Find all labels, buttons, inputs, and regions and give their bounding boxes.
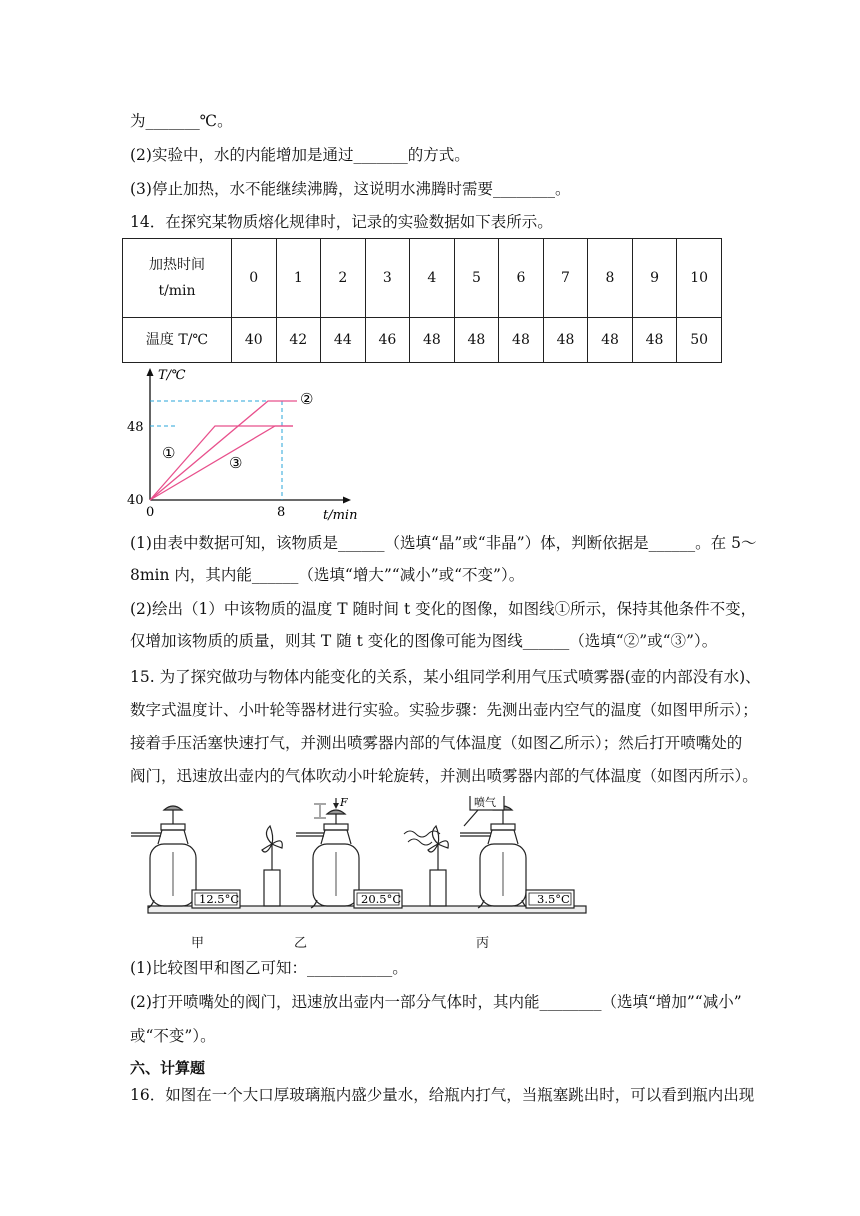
- curve-2-label: ②: [300, 390, 314, 408]
- x-tick-0: 0: [146, 505, 155, 520]
- sprayer-jia: [131, 806, 198, 908]
- text-line: (1)由表中数据可知，该物质是______（选填“晶”或“非晶”）体，判断依据是______。在 5～: [130, 534, 757, 552]
- y-axis-label: T/℃: [158, 368, 186, 383]
- curve-3-line: [150, 426, 293, 500]
- melting-data-table: [122, 238, 722, 363]
- display-text-bing: 3.5°C: [537, 892, 570, 906]
- table-cell: 5: [454, 239, 499, 318]
- table-cell: 8: [588, 239, 633, 318]
- table-cell: 46: [365, 318, 410, 363]
- section-heading: 六、计算题: [130, 1059, 206, 1077]
- question-15: 15. 为了探究做功与物体内能变化的关系，某小组同学利用气压式喷雾器(壶的内部没有水)、: [130, 668, 761, 686]
- pinwheel-2: [428, 826, 448, 906]
- y-tick-48: 48: [127, 420, 144, 435]
- question-16: 16．如图在一个大口厚玻璃瓶内盛少量水，给瓶内打气，当瓶塞跳出时，可以看到瓶内出现: [130, 1086, 755, 1104]
- sprayer-bing: [460, 796, 528, 908]
- display-text-jia: 12.5°C: [199, 892, 240, 906]
- force-label: F: [340, 796, 348, 809]
- text-line: (1)比较图甲和图乙可知：___________。: [130, 959, 408, 977]
- table-cell: 40: [232, 318, 277, 363]
- table-row: [123, 318, 722, 363]
- pinwheel-1: [262, 826, 282, 906]
- table-cell: 48: [410, 318, 455, 363]
- table-row: [123, 239, 722, 318]
- curve-1-label: ①: [162, 444, 176, 462]
- table-cell: 42: [276, 318, 321, 363]
- table-cell: 6: [499, 239, 544, 318]
- curve-3-label: ③: [229, 454, 243, 472]
- table-cell: 7: [543, 239, 588, 318]
- spray-label: 喷气: [474, 796, 496, 809]
- text-line: 仅增加该物质的质量，则其 T 随 t 变化的图像可能为图线______（选填“②”或“③”）。: [130, 632, 718, 650]
- table-cell: 2: [321, 239, 366, 318]
- text-line: (2)绘出（1）中该物质的温度 T 随时间 t 变化的图像，如图线①所示，保持其他条件不变，: [130, 600, 757, 618]
- table-cell: 4: [410, 239, 455, 318]
- table-cell: 1: [276, 239, 321, 318]
- table-cell: 48: [543, 318, 588, 363]
- text-line: 或“不变”）。: [130, 1027, 216, 1045]
- caption-yi: 乙: [294, 936, 308, 951]
- table-cell: 3: [365, 239, 410, 318]
- curve-1-line: [150, 426, 293, 500]
- table-header-time: 加热时间 t/min: [123, 239, 232, 318]
- table-cell: 10: [677, 239, 722, 318]
- display-text-yi: 20.5°C: [361, 892, 402, 906]
- text-line: 8min 内，其内能______（选填“增大”“减小”或“不变”）。: [130, 566, 525, 584]
- question-14: 14．在探究某物质熔化规律时，记录的实验数据如下表所示。: [130, 213, 553, 231]
- text-line: (2)打开喷嘴处的阀门，迅速放出壶内一部分气体时，其内能________（选填“增加”“减小”: [130, 993, 742, 1011]
- y-tick-40: 40: [127, 493, 144, 508]
- text-line: 数字式温度计、小叶轮等器材进行实验。实验步骤：先测出壶内空气的温度（如图甲所示）；: [130, 701, 758, 719]
- sprayer-experiment-figure: [128, 796, 590, 924]
- table-cell: 48: [499, 318, 544, 363]
- caption-jia: 甲: [191, 936, 205, 951]
- table-cell: 9: [632, 239, 677, 318]
- x-axis-label: t/min: [323, 508, 358, 523]
- table-cell: 48: [632, 318, 677, 363]
- table-cell: 44: [321, 318, 366, 363]
- x-tick-8: 8: [277, 505, 286, 520]
- table-cell: 48: [588, 318, 633, 363]
- text-line: 阀门，迅速放出壶内的气体吹动小叶轮旋转，并测出喷雾器内部的气体温度（如图丙所示）。: [130, 767, 758, 785]
- table-header-temp: 温度 T/℃: [123, 318, 232, 363]
- table-cell: 50: [677, 318, 722, 363]
- text-line: (3)停止加热，水不能继续沸腾，这说明水沸腾时需要________。: [130, 180, 571, 198]
- text-line: 为_______℃。: [130, 112, 233, 130]
- sprayer-yi: [296, 798, 361, 908]
- table-cell: 0: [232, 239, 277, 318]
- caption-bing: 丙: [476, 936, 490, 951]
- table-cell: 48: [454, 318, 499, 363]
- air-flow-lines: [404, 831, 440, 845]
- temperature-time-graph: [125, 364, 365, 524]
- text-line: (2)实验中，水的内能增加是通过_______的方式。: [130, 146, 470, 164]
- text-line: 接着手压活塞快速打气，并测出喷雾器内部的气体温度（如图乙所示）；然后打开喷嘴处的: [130, 734, 743, 752]
